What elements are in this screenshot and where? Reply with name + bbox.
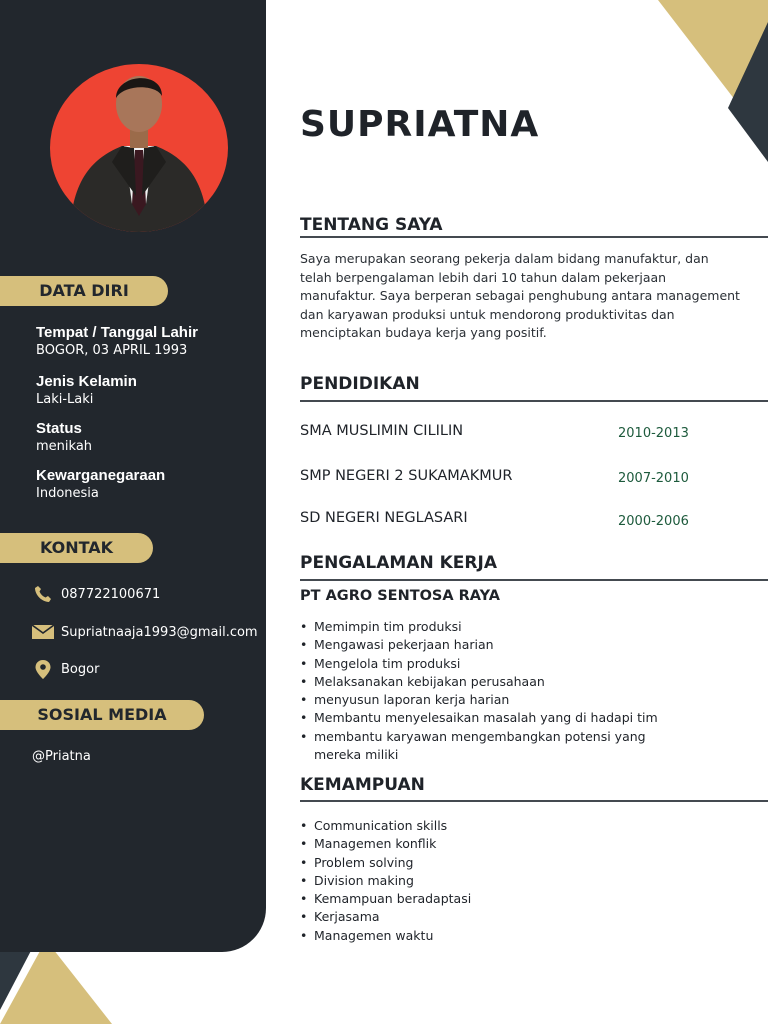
- skills-list: [300, 817, 740, 945]
- profile-photo: [50, 64, 228, 232]
- mail-icon: [32, 623, 54, 641]
- list-item: • Mengawasi pekerjaan harian: [300, 636, 740, 654]
- field-value: BOGOR, 03 APRIL 1993: [36, 343, 188, 358]
- section-title-tentang: TENTANG SAYA: [300, 215, 443, 235]
- education-school: SD NEGERI NEGLASARI: [300, 510, 468, 526]
- field-label: Status: [36, 420, 82, 437]
- section-title-pendidikan: PENDIDIKAN: [300, 374, 420, 394]
- data-diri-heading-text: DATA DIRI: [39, 281, 129, 300]
- list-item: • membantu karyawan mengembangkan potensi yang mereka miliki: [300, 728, 680, 765]
- contact-location-text: Bogor: [61, 661, 100, 677]
- field-status: [36, 420, 92, 454]
- corner-decoration-top-right: [600, 0, 768, 170]
- contact-email[interactable]: [32, 623, 258, 641]
- location-pin-icon: [32, 660, 54, 678]
- section-title-kemampuan: KEMAMPUAN: [300, 775, 425, 795]
- field-gender: [36, 373, 137, 407]
- phone-icon: [32, 585, 54, 603]
- list-item: • Kemampuan beradaptasi: [300, 890, 740, 908]
- contact-location[interactable]: [32, 660, 99, 678]
- section-divider: [300, 579, 768, 581]
- list-item: • Division making: [300, 872, 740, 890]
- data-diri-heading: [0, 276, 168, 306]
- field-label: Jenis Kelamin: [36, 373, 137, 390]
- list-item: • Managemen waktu: [300, 927, 740, 945]
- education-years: 2000-2006: [618, 514, 689, 529]
- education-school: SMA MUSLIMIN CILILIN: [300, 423, 464, 439]
- field-birth: [36, 324, 198, 358]
- list-item: • Membantu menyelesaikan masalah yang di hadapi tim: [300, 709, 740, 727]
- list-item: • Mengelola tim produksi: [300, 655, 740, 673]
- list-item: • menyusun laporan kerja harian: [300, 691, 740, 709]
- education-school: SMP NEGERI 2 SUKAMAKMUR: [300, 468, 513, 484]
- contact-email-text: Supriatnaaja1993@gmail.com: [61, 624, 258, 640]
- kontak-heading: [0, 533, 153, 563]
- contact-phone-text: 087722100671: [61, 586, 161, 602]
- list-item: • Communication skills: [300, 817, 740, 835]
- field-label: Tempat / Tanggal Lahir: [36, 324, 198, 341]
- sosial-media-heading: [0, 700, 204, 730]
- company-name: PT AGRO SENTOSA RAYA: [300, 588, 500, 604]
- contact-phone[interactable]: [32, 585, 160, 603]
- duties-list: [300, 618, 740, 764]
- sosial-media-heading-text: SOSIAL MEDIA: [37, 705, 167, 724]
- section-divider: [300, 800, 768, 802]
- field-label: Kewarganegaraan: [36, 467, 166, 484]
- person-name: SUPRIATNA: [300, 104, 540, 145]
- social-handle-text: @Priatna: [32, 749, 91, 764]
- education-years: 2007-2010: [618, 471, 689, 486]
- list-item: • Managemen konflik: [300, 835, 740, 853]
- list-item: • Kerjasama: [300, 908, 740, 926]
- section-title-pengalaman: PENGALAMAN KERJA: [300, 553, 497, 573]
- field-value: Laki-Laki: [36, 392, 94, 407]
- list-item: • Memimpin tim produksi: [300, 618, 740, 636]
- field-nationality: [36, 467, 165, 501]
- kontak-heading-text: KONTAK: [39, 538, 114, 557]
- education-years: 2010-2013: [618, 426, 689, 441]
- list-item: • Melaksanakan kebijakan perusahaan: [300, 673, 740, 691]
- section-divider: [300, 400, 768, 402]
- about-text: Saya merupakan seorang pekerja dalam bidang manufaktur, dan telah berpengalaman lebih dari 10 tahun dalam pekerjaan manufaktur. Saya berperan sebagai penghubung antara management dan karyawan produksi untuk mendorong produktivitas dan menciptakan budaya kerja yang positif.: [300, 251, 740, 340]
- field-value: Indonesia: [36, 486, 99, 501]
- social-handle[interactable]: [32, 749, 91, 764]
- list-item: • Problem solving: [300, 854, 740, 872]
- field-value: menikah: [36, 439, 93, 454]
- section-divider: [300, 236, 768, 238]
- sidebar: [0, 0, 266, 952]
